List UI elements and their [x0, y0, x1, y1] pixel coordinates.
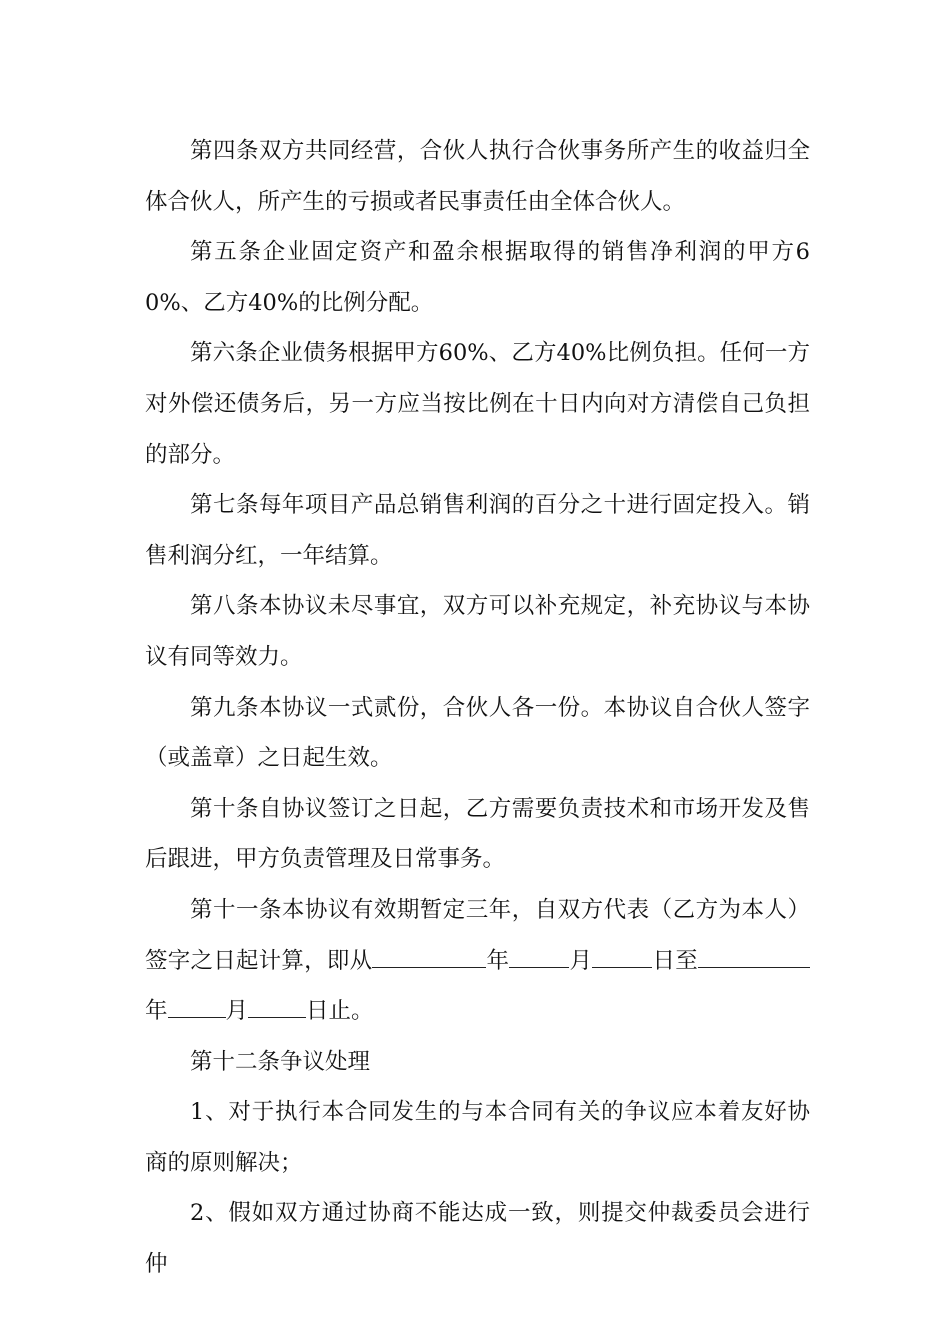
blank-end-month [168, 991, 226, 1018]
label-day-1: 日至 [652, 947, 698, 974]
blank-start-day [592, 941, 652, 968]
label-month-2: 月 [225, 998, 249, 1025]
document-body [145, 126, 810, 1290]
label-year-2: 年 [145, 998, 168, 1025]
blank-start-year [372, 941, 486, 968]
clause-2: 2、假如双方通过协商不能达成一致，则提交仲裁委员会进行仲 [145, 1200, 810, 1278]
article-8: 第八条本协议未尽事宜，双方可以补充规定，补充协议与本协议有同等效力。 [145, 593, 810, 670]
blank-end-year [698, 941, 810, 968]
article-7: 第七条每年项目产品总销售利润的百分之十进行固定投入。销售利润分红，一年结算。 [145, 492, 810, 569]
clause-1: 1、对于执行本合同发生的与本合同有关的争议应本着友好协商的原则解决； [145, 1099, 810, 1176]
article-5: 第五条企业固定资产和盈余根据取得的销售净利润的甲方60%、乙方40%的比例分配。 [145, 239, 810, 316]
article-4: 第四条双方共同经营，合伙人执行合伙事务所产生的收益归全体合伙人，所产生的亏损或者民事责任由全体合伙人。 [145, 138, 810, 215]
label-day-2: 日止。 [306, 998, 374, 1025]
article-9: 第九条本协议一式贰份，合伙人各一份。本协议自合伙人签字（或盖章）之日起生效。 [145, 694, 810, 772]
label-month-1: 月 [569, 947, 593, 974]
article-6: 第六条企业债务根据甲方60%、乙方40%比例负担。任何一方对外偿还债务后，另一方应当按比例在十日内向对方清偿自己负担的部分。 [145, 340, 810, 468]
article-12-heading: 第十二条争议处理 [190, 1048, 371, 1075]
blank-start-month [509, 941, 569, 968]
article-11 [145, 885, 810, 1037]
article-11-lead: 第十一条本协议有效期暂定三年，自双方代表（乙方为本人）签字之日起计算，即从 [145, 896, 810, 974]
label-year-1: 年 [486, 947, 510, 974]
article-10: 第十条自协议签订之日起，乙方需要负责技术和市场开发及售后跟进，甲方负责管理及日常事务。 [145, 795, 810, 873]
blank-end-day [248, 991, 306, 1018]
